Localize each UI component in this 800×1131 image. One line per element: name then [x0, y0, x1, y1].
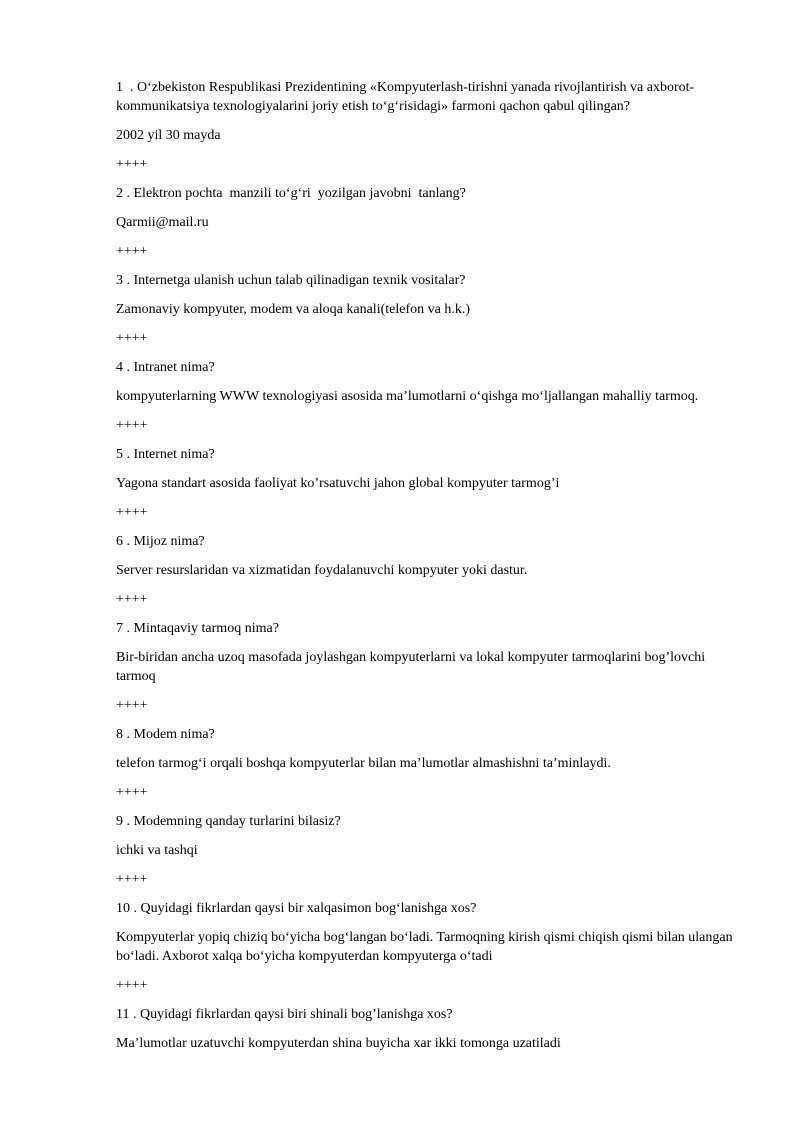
question-text: 7 . Mintaqaviy tarmoq nima? — [116, 621, 279, 636]
question-text: 10 . Quyidagi fikrlardan qaysi bir xalqasimon bog‘lanishga xos? — [116, 901, 477, 916]
qa-item-8 — [116, 725, 740, 802]
separator-marker: ++++ — [116, 244, 148, 259]
separator-marker: ++++ — [116, 157, 148, 172]
qa-item-5 — [116, 445, 740, 522]
qa-item-2 — [116, 184, 740, 261]
question-text: 4 . Intranet nima? — [116, 360, 215, 375]
answer-text: Bir-biridan ancha uzoq masofada joylashgan kompyuterlarni va lokal kompyuter tarmoqlarini bog’lovchi tarmoq — [116, 650, 709, 684]
question-text: 11 . Quyidagi fikrlardan qaysi biri shinali bog’lanishga xos? — [116, 1007, 453, 1022]
question-text: 3 . Internetga ulanish uchun talab qilinadigan texnik vositalar? — [116, 273, 466, 288]
qa-item-9 — [116, 812, 740, 889]
qa-item-3 — [116, 271, 740, 348]
qa-item-7 — [116, 619, 740, 715]
answer-text: Server resurslaridan va xizmatidan foydalanuvchi kompyuter yoki dastur. — [116, 563, 528, 578]
separator-marker: ++++ — [116, 785, 148, 800]
answer-text: telefon tarmog‘i orqali boshqa kompyuterlar bilan ma’lumotlar almashishni ta’minlaydi. — [116, 756, 611, 771]
question-text: 8 . Modem nima? — [116, 727, 215, 742]
qa-item-10 — [116, 899, 740, 995]
separator-marker: ++++ — [116, 505, 148, 520]
separator-marker: ++++ — [116, 331, 148, 346]
separator-marker: ++++ — [116, 872, 148, 887]
answer-text: 2002 yil 30 mayda — [116, 128, 221, 143]
separator-marker: ++++ — [116, 592, 148, 607]
question-text: 9 . Modemning qanday turlarini bilasiz? — [116, 814, 341, 829]
answer-text: Zamonaviy kompyuter, modem va aloqa kanali(telefon va h.k.) — [116, 302, 470, 317]
qa-item-11 — [116, 1005, 740, 1053]
answer-text: Ma’lumotlar uzatuvchi kompyuterdan shina buyicha xar ikki tomonga uzatiladi — [116, 1036, 561, 1051]
answer-text: kompyuterlarning WWW texnologiyasi asosida ma’lumotlarni o‘qishga mo‘ljallangan mahalliy tarmoq. — [116, 389, 699, 404]
qa-item-4 — [116, 358, 740, 435]
question-text: 1 . O‘zbekiston Respublikasi Prezidentining «Kompyuterlash-tirishni yanada rivojlantirish va axborot-kommunikatsiya texnologiyalarini joriy etish to‘g‘risidagi» farmoni qachon qabul qilingan? — [116, 80, 695, 114]
separator-marker: ++++ — [116, 698, 148, 713]
answer-text: Kompyuterlar yopiq chiziq bo‘yicha bog‘langan bo‘ladi. Tarmoqning kirish qismi chiqish qismi bilan ulangan bo‘ladi. Axborot xalqa bo‘yicha kompyuterdan kompyuterga o‘tadi — [116, 930, 737, 964]
question-text: 2 . Elektron pochta manzili to‘g‘ri yozilgan javobni tanlang? — [116, 186, 466, 201]
separator-marker: ++++ — [116, 418, 148, 433]
answer-text: Qarmii@mail.ru — [116, 215, 209, 230]
question-text: 6 . Mijoz nima? — [116, 534, 205, 549]
answer-text: Yagona standart asosida faoliyat ko’rsatuvchi jahon global kompyuter tarmog’i — [116, 476, 560, 491]
qa-item-1 — [116, 78, 740, 174]
qa-item-6 — [116, 532, 740, 609]
question-text: 5 . Internet nima? — [116, 447, 215, 462]
separator-marker: ++++ — [116, 978, 148, 993]
answer-text: ichki va tashqi — [116, 843, 198, 858]
